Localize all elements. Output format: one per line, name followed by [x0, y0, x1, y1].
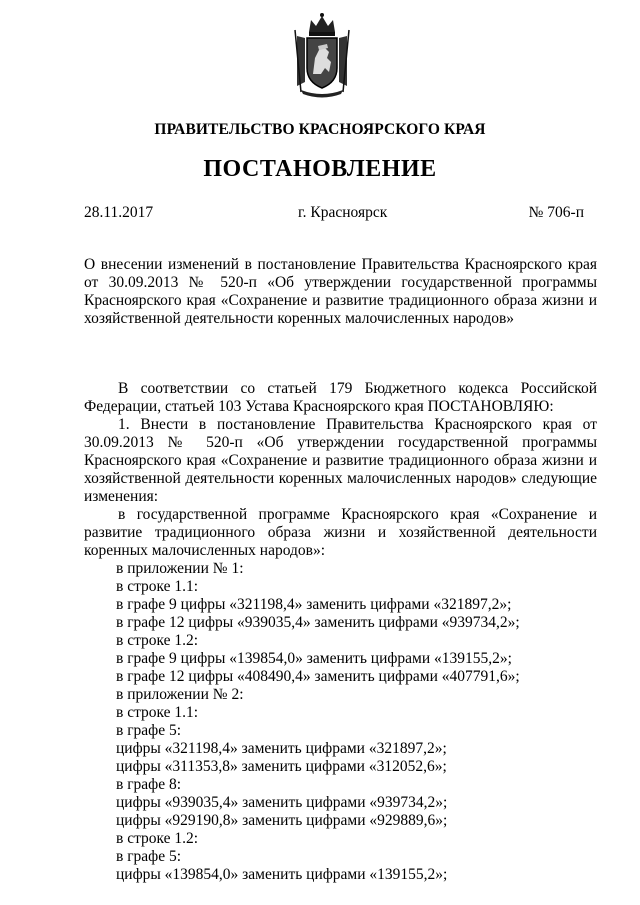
organization-name: ПРАВИТЕЛЬСТВО КРАСНОЯРСКОГО КРАЯ [154, 121, 486, 138]
amendment-list [84, 560, 597, 884]
list-item: в графе 8: [116, 776, 182, 793]
document-date: 28.11.2017 [84, 204, 154, 221]
list-item: в строке 1.2: [116, 830, 199, 847]
document-body [84, 256, 597, 884]
list-item: цифры «939035,4» заменить цифрами «939734,2»; [116, 794, 448, 811]
list-item: в графе 12 цифры «408490,4» заменить цифрами «407791,6»; [116, 668, 520, 685]
intro-paragraph: В соответствии со статьей 179 Бюджетного кодекса Российской Федерации, статьей 103 Устава Красноярского края ПОСТАНОВЛЯЮ: [84, 380, 597, 415]
list-item: цифры «311353,8» заменить цифрами «312052,6»; [116, 758, 447, 775]
coat-of-arms-emblem [291, 10, 353, 98]
list-item: в графе 9 цифры «139854,0» заменить цифрами «139155,2»; [116, 650, 512, 667]
point-1-paragraph: 1. Внести в постановление Правительства Красноярского края от 30.09.2013 № 520-п «Об утверждении государственной программы Красноярского края «Сохранение и развитие традиционного образа жизни и хозяйственной деятельности коренных малочисленных народов» следующие изменения: [84, 416, 597, 505]
list-item: в графе 12 цифры «939035,4» заменить цифрами «939734,2»; [116, 614, 520, 631]
list-item: цифры «321198,4» заменить цифрами «321897,2»; [116, 740, 447, 757]
list-item: в строке 1.1: [116, 578, 199, 595]
document-type: ПОСТАНОВЛЕНИЕ [203, 156, 437, 182]
list-item: в графе 5: [116, 848, 182, 865]
list-item: цифры «139854,0» заменить цифрами «139155,2»; [116, 866, 448, 883]
document-title: О внесении изменений в постановление Правительства Красноярского края от 30.09.2013 № 520-п «Об утверждении государственной программы Красноярского края «Сохранение и развитие традиционного образа жизни и хозяйственной деятельности коренных малочисленных народов» [84, 256, 597, 327]
list-item: цифры «929190,8» заменить цифрами «929889,6»; [116, 812, 448, 829]
list-item: в строке 1.2: [116, 632, 199, 649]
list-item: в графе 5: [116, 722, 182, 739]
list-item: в строке 1.1: [116, 704, 199, 721]
program-paragraph: в государственной программе Красноярского края «Сохранение и развитие традиционного образа жизни и хозяйственной деятельности коренных малочисленных народов»: [84, 506, 597, 559]
document-city: г. Красноярск [298, 204, 388, 221]
list-item: в приложении № 2: [116, 686, 244, 703]
list-item: в приложении № 1: [116, 560, 244, 577]
list-item: в графе 9 цифры «321198,4» заменить цифрами «321897,2»; [116, 596, 512, 613]
document-number: № 706-п [528, 204, 584, 221]
